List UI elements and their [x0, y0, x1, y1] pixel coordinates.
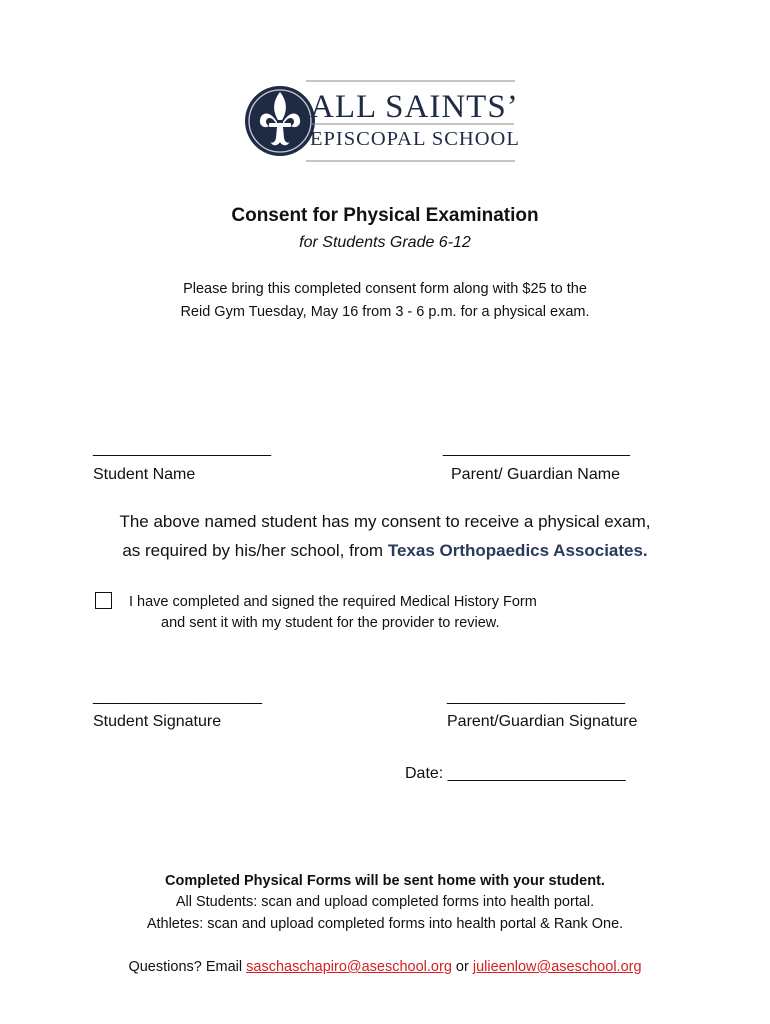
footer-all-students: All Students: scan and upload completed forms into health portal. — [175, 894, 595, 910]
email-link-julie[interactable]: julieenlow@aseschool.org — [472, 959, 642, 975]
footer-athletes: Athletes: scan and upload completed forms into health portal & Rank One. — [146, 916, 624, 932]
parent-signature-label: Parent/Guardian Signature — [447, 713, 638, 730]
page-title: Consent for Physical Examination — [231, 205, 539, 226]
footer-questions — [0, 959, 770, 975]
student-signature-line[interactable]: ___________________ — [93, 688, 263, 705]
questions-or: or — [451, 959, 473, 975]
logo-text-episcopal-school: EPISCOPAL SCHOOL — [310, 128, 519, 150]
parent-name-label: Parent/ Guardian Name — [451, 466, 620, 483]
school-logo-graphic — [244, 78, 519, 164]
parent-name-line[interactable]: _____________________ — [443, 440, 630, 457]
checkbox-text-line-2: and sent it with my student for the provider to review. — [161, 615, 500, 631]
date-line[interactable]: ____________________ — [447, 765, 626, 782]
checkbox-text-line-1: I have completed and signed the required Medical History Form — [129, 594, 537, 610]
student-signature-label: Student Signature — [93, 713, 222, 730]
email-link-sascha[interactable]: saschaschapiro@aseschool.org — [246, 959, 452, 975]
date-field[interactable] — [405, 765, 626, 783]
parent-signature-line[interactable]: ____________________ — [447, 688, 625, 705]
logo-text-all-saints: ALL SAINTS’ — [310, 89, 519, 125]
provider-name: Texas Orthopaedics Associates. — [387, 541, 648, 560]
student-name-line[interactable]: ____________________ — [93, 440, 271, 457]
date-label: Date: — [405, 765, 448, 782]
intro-line-1: Please bring this completed consent form along with $25 to the — [183, 281, 587, 297]
student-name-label: Student Name — [93, 466, 196, 483]
footer-notice: Completed Physical Forms will be sent home with your student. — [165, 873, 605, 889]
consent-line-1: The above named student has my consent to receive a physical exam, — [119, 512, 651, 531]
consent-line-2 — [0, 541, 770, 561]
questions-prefix: Questions? Email — [128, 959, 247, 975]
page-subtitle: for Students Grade 6-12 — [299, 234, 471, 251]
intro-line-2: Reid Gym Tuesday, May 16 from 3 - 6 p.m. for a physical exam. — [180, 304, 590, 320]
medical-history-checkbox[interactable] — [95, 592, 112, 609]
school-logo — [244, 78, 519, 164]
consent-line-2-prefix: as required by his/her school, from — [122, 541, 388, 560]
